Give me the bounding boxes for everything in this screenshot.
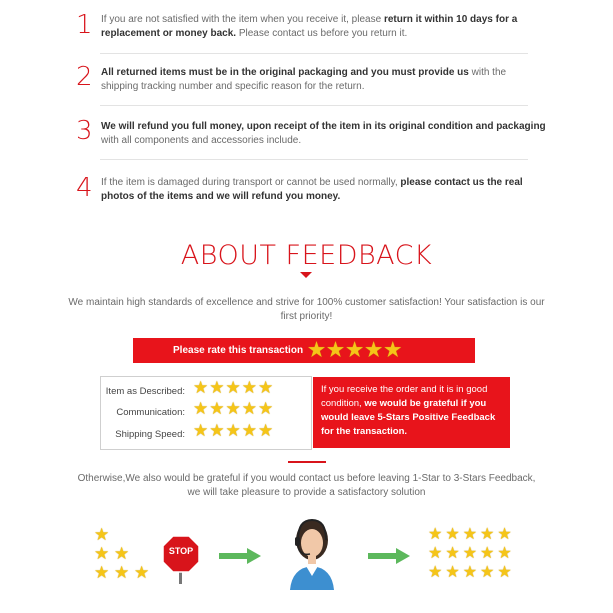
star-icon: ★ — [225, 399, 242, 418]
rate-label: Please rate this transaction — [173, 345, 304, 356]
star-icon: ★ — [94, 544, 110, 563]
rate-stars — [308, 339, 403, 362]
arrow-right-icon — [368, 548, 410, 564]
star-icon: ★ — [497, 526, 515, 543]
star-icon: ★ — [445, 526, 463, 543]
star-icon: ★ — [365, 340, 385, 361]
star-icon: ★ — [258, 399, 275, 418]
star-icon: ★ — [384, 340, 404, 361]
rate-transaction-bar — [133, 338, 475, 363]
divider — [100, 105, 528, 106]
star-icon: ★ — [193, 378, 210, 397]
star-icon: ★ — [480, 526, 498, 543]
star-icon: ★ — [241, 421, 258, 440]
rating-label-shipping-speed: Shipping Speed: — [115, 429, 185, 440]
star-icon: ★ — [428, 526, 446, 543]
policy-text-2: All returned items must be in the original packaging and you must provide us with the shipping tracking number and specific reason for the return. — [101, 67, 507, 92]
star-icon: ★ — [445, 545, 463, 562]
star-icon: ★ — [480, 545, 498, 562]
feedback-title: ABOUT FEEDBACK — [180, 240, 433, 271]
star-icon: ★ — [497, 564, 515, 581]
star-icon: ★ — [308, 340, 328, 361]
star-icon: ★ — [445, 564, 463, 581]
arrow-right-icon — [219, 548, 261, 564]
policy-text-3: We will refund you full money, upon receipt of the item in its original condition and packaging with all components and accessories include. — [101, 121, 546, 146]
star-icon: ★ — [94, 525, 110, 544]
star-icon: ★ — [209, 399, 226, 418]
otherwise-text: Otherwise,We also would be grateful if you would contact us before leaving 1-Star to 3-Stars Feedback, we will take pleasure to provide a satisfactory solution — [77, 473, 536, 498]
support-agent-icon — [280, 510, 344, 590]
star-icon: ★ — [346, 340, 366, 361]
star-icon: ★ — [225, 421, 242, 440]
policy-number-3: 3 — [76, 116, 93, 146]
policy-text-1: If you are not satisfied with the item when you receive it, please return it within 10 days for a replacement or money back. Please contact us before you return it. — [101, 14, 518, 39]
rating-stars-shipping-speed — [193, 421, 274, 441]
star-icon: ★ — [480, 564, 498, 581]
divider — [100, 53, 528, 54]
feedback-request-box — [313, 377, 510, 448]
ratings-box — [100, 376, 312, 450]
star-icon: ★ — [209, 378, 226, 397]
star-icon: ★ — [225, 378, 242, 397]
rating-label-communication: Communication: — [116, 407, 185, 418]
five-star-grid — [428, 525, 515, 582]
star-icon: ★ — [258, 378, 275, 397]
star-icon: ★ — [462, 564, 481, 581]
star-icon: ★ — [428, 545, 446, 562]
policy-number-4: 4 — [76, 173, 93, 203]
policy-number-2: 2 — [76, 62, 93, 92]
divider — [288, 461, 326, 463]
star-icon: ★ — [94, 563, 110, 582]
stop-sign-label: STOP — [168, 546, 194, 556]
star-icon: ★ — [241, 399, 258, 418]
star-icon: ★ — [134, 563, 150, 582]
star-icon: ★ — [209, 421, 226, 440]
star-icon: ★ — [114, 563, 130, 582]
star-icon: ★ — [428, 564, 446, 581]
feedback-request-text: If you receive the order and it is in good condition, we would be grateful if you would leave 5-Stars Positive Feedback for the transaction. — [321, 384, 496, 437]
star-icon: ★ — [258, 421, 275, 440]
star-icon: ★ — [497, 545, 515, 562]
star-icon: ★ — [241, 378, 258, 397]
star-icon: ★ — [114, 544, 130, 563]
star-icon: ★ — [193, 399, 210, 418]
star-icon: ★ — [462, 545, 481, 562]
policy-text-4: If the item is damaged during transport or cannot be used normally, please contact us the real photos of the items and we will refund you money. — [101, 177, 523, 202]
star-icon: ★ — [462, 526, 481, 543]
rating-stars-communication — [193, 399, 274, 419]
star-icon: ★ — [327, 340, 347, 361]
rating-label-item-described: Item as Described: — [105, 386, 185, 397]
star-icon: ★ — [193, 421, 210, 440]
caret-down-icon — [300, 272, 312, 278]
divider — [100, 159, 528, 160]
feedback-intro: We maintain high standards of excellence and strive for 100% customer satisfaction! Your satisfaction is our first priority! — [68, 297, 545, 322]
policy-number-1: 1 — [76, 10, 93, 40]
rating-stars-item-described — [193, 378, 274, 398]
stop-sign-icon — [161, 534, 201, 584]
